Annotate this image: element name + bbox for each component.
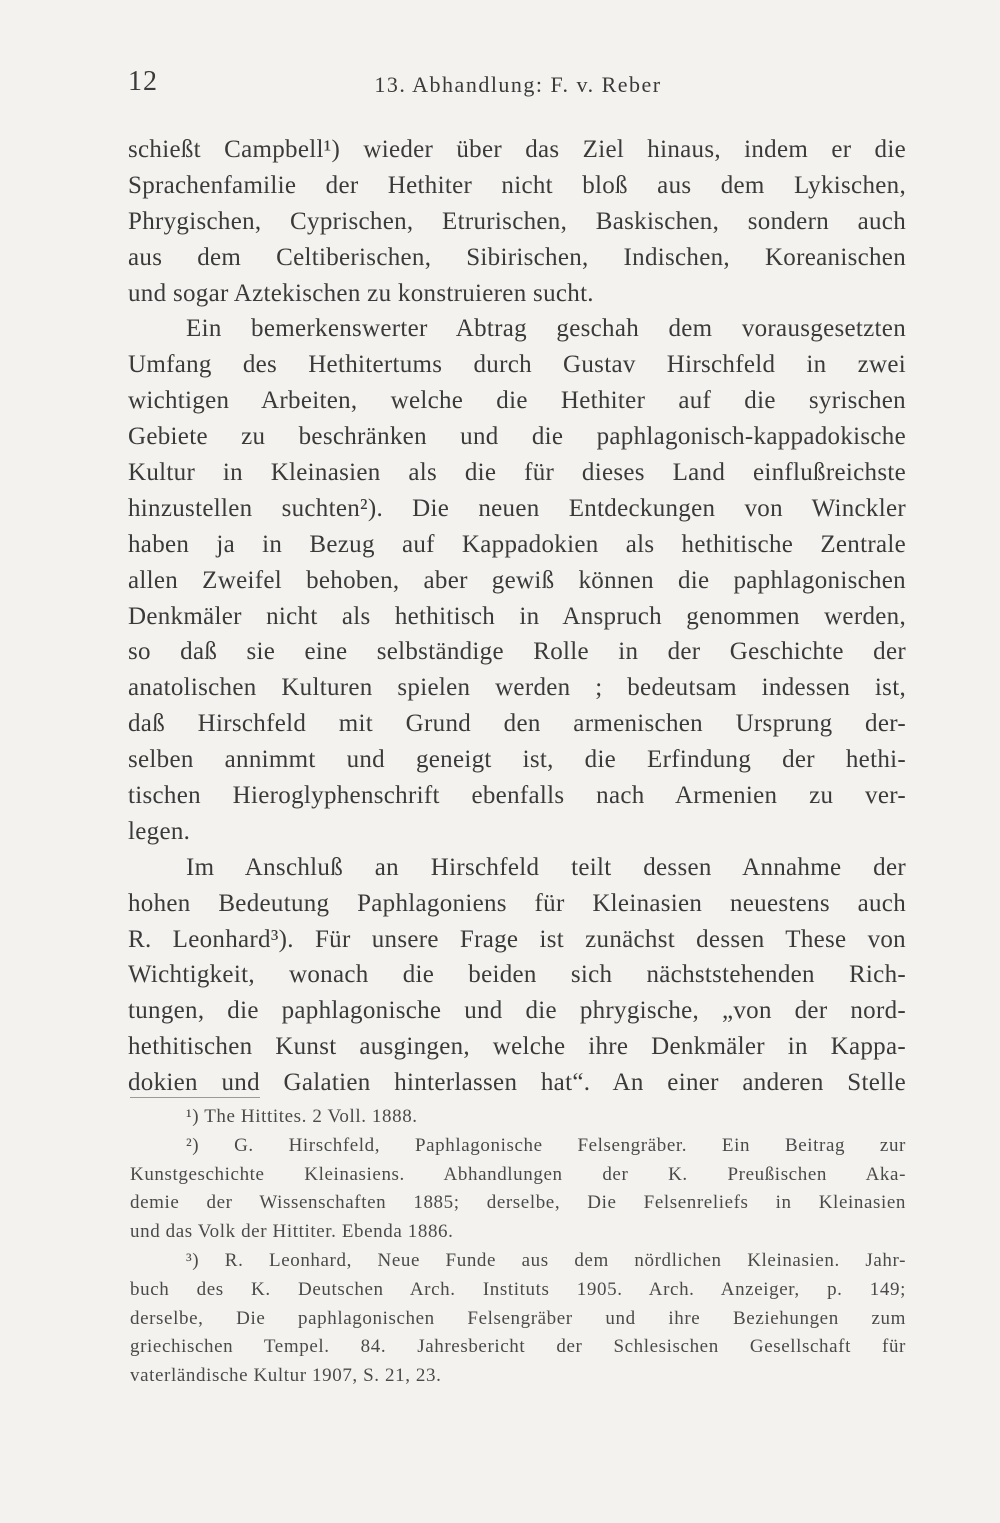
text-line: haben ja in Bezug auf Kappadokien als hethitische Zentrale xyxy=(128,530,906,558)
text-line: R. Leonhard³). Für unsere Frage ist zunächst dessen These von xyxy=(128,925,906,953)
main-text xyxy=(128,132,906,1101)
text-line: aus dem Celtiberischen, Sibirischen, Indischen, Koreanischen xyxy=(128,243,906,271)
footnote-line: demie der Wissenschaften 1885; derselbe, Die Felsenreliefs in Kleinasien xyxy=(130,1192,906,1214)
text-line: legen. xyxy=(128,817,191,845)
text-line: hinzustellen suchten²). Die neuen Entdeckungen von Winckler xyxy=(128,494,906,522)
text-line: hethitischen Kunst ausgingen, welche ihre Denkmäler in Kappa- xyxy=(128,1033,906,1061)
footnote-line: griechischen Tempel. 84. Jahresbericht der Schlesischen Gesellschaft für xyxy=(130,1336,906,1358)
text-line: selben annimmt und geneigt ist, die Erfindung der hethi- xyxy=(128,746,906,774)
text-line: Ein bemerkenswerter Abtrag geschah dem vorausgesetzten xyxy=(186,315,906,343)
text-line: Umfang des Hethitertums durch Gustav Hirschfeld in zwei xyxy=(128,351,906,379)
footnote-divider xyxy=(130,1097,260,1098)
text-line: Phrygischen, Cyprischen, Etrurischen, Baskischen, sondern auch xyxy=(128,207,906,235)
footnote-line: buch des K. Deutschen Arch. Instituts 1905. Arch. Anzeiger, p. 149; xyxy=(130,1278,906,1300)
text-line: hohen Bedeutung Paphlagoniens für Kleinasien neuestens auch xyxy=(128,889,906,917)
text-line: tungen, die paphlagonische und die phrygische, „von der nord- xyxy=(128,997,906,1025)
footnote-line: vaterländische Kultur 1907, S. 21, 23. xyxy=(130,1365,442,1387)
footnote-line: und das Volk der Hittiter. Ebenda 1886. xyxy=(130,1221,454,1243)
running-head: 13. Abhandlung: F. v. Reber xyxy=(374,72,662,97)
text-line: Wichtigkeit, wonach die beiden sich nächststehenden Rich- xyxy=(128,961,906,989)
text-line: tischen Hieroglyphenschrift ebenfalls nach Armenien zu ver- xyxy=(128,782,906,810)
text-line: wichtigen Arbeiten, welche die Hethiter auf die syrischen xyxy=(128,387,906,415)
text-line: daß Hirschfeld mit Grund den armenischen Ursprung der- xyxy=(128,710,906,738)
text-line: so daß sie eine selbständige Rolle in der Geschichte der xyxy=(128,638,906,666)
footnote-line: ³) R. Leonhard, Neue Funde aus dem nördlichen Kleinasien. Jahr- xyxy=(186,1249,906,1271)
text-line: Kultur in Kleinasien als die für dieses Land einflußreichste xyxy=(128,459,906,487)
text-line: Im Anschluß an Hirschfeld teilt dessen Annahme der xyxy=(186,853,906,881)
page-number: 12 xyxy=(128,66,158,97)
footnotes xyxy=(130,1103,906,1391)
footnote-line: ²) G. Hirschfeld, Paphlagonische Felsengräber. Ein Beitrag zur xyxy=(186,1134,906,1156)
page-header xyxy=(128,66,908,106)
text-line: dokien und Galatien hinterlassen hat“. An einer anderen Stelle xyxy=(128,1069,906,1097)
text-line: und sogar Aztekischen zu konstruieren sucht. xyxy=(128,279,594,307)
text-line: allen Zweifel behoben, aber gewiß können die paphlagonischen xyxy=(128,566,906,594)
text-line: Gebiete zu beschränken und die paphlagonisch-kappadokische xyxy=(128,423,906,451)
text-line: Denkmäler nicht als hethitisch in Anspruch genommen werden, xyxy=(128,602,906,630)
footnote-line: Kunstgeschichte Kleinasiens. Abhandlungen der K. Preußischen Aka- xyxy=(130,1163,906,1185)
text-line: anatolischen Kulturen spielen werden ; bedeutsam indessen ist, xyxy=(128,674,906,702)
text-line: schießt Campbell¹) wieder über das Ziel hinaus, indem er die xyxy=(128,136,906,163)
footnote-line: ¹) The Hittites. 2 Voll. 1888. xyxy=(186,1106,418,1127)
text-line: Sprachenfamilie der Hethiter nicht bloß aus dem Lykischen, xyxy=(128,171,906,199)
footnote-line: derselbe, Die paphlagonischen Felsengräber und ihre Beziehungen zum xyxy=(130,1307,906,1329)
